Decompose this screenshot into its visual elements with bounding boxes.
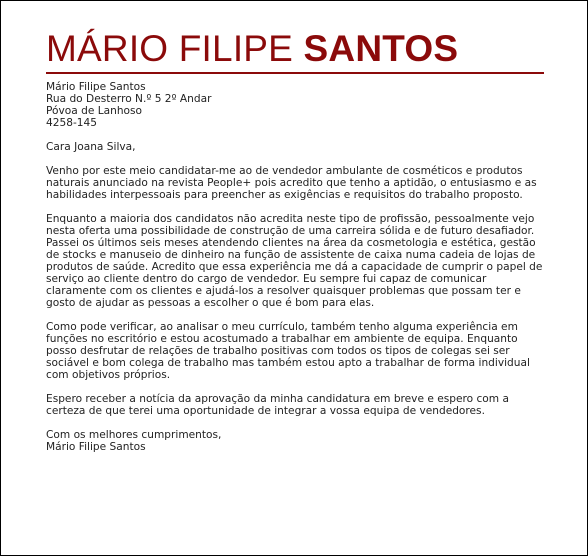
letter-header	[46, 27, 544, 74]
greeting: Cara Joana Silva,	[46, 141, 136, 153]
letter-body	[46, 81, 544, 453]
paragraph-4: Espero receber a notícia da aprovação da minha candidatura em breve e espero com a certeza de que terei uma oportunidade de integrar a vossa equipa de vendedores.	[46, 393, 509, 417]
closing: Com os melhores cumprimentos,	[46, 429, 222, 441]
paragraph-2: Enquanto a maioria dos candidatos não acredita neste tipo de profissão, pessoalmente vejo nesta oferta uma possibilidade de construção de uma carreira sólida e de futuro desafiador. Passei os últimos seis meses atendendo clientes na área da cosmetologia e estética, gestão de stocks e manuseio de dinheiro na função de assistente de caixa numa cadeia de lojas de produtos de saúde. Acredito que essa experiência me dá a capacidade de cumprir o papel de serviço ao cliente dentro do cargo de vendedor. Eu sempre fui capaz de comunicar claramente com os clientes e ajudá-los a resolver quaisquer problemas que possam ter e gosto de ajudar as pessoas a escolher o que é bom para elas.	[46, 213, 543, 309]
sender-street: Rua do Desterro N.º 5 2º Andar	[46, 93, 212, 105]
last-name: SANTOS	[303, 28, 459, 69]
signature: Mário Filipe Santos	[46, 441, 146, 453]
sender-name: Mário Filipe Santos	[46, 81, 146, 93]
sender-name-title	[46, 27, 544, 71]
sender-city: Póvoa de Lanhoso	[46, 105, 143, 117]
paragraph-3: Como pode verificar, ao analisar o meu currículo, também tenho alguma experiência em funções no escritório e estou acostumado a trabalhar em ambiente de equipa. Enquanto posso desfrutar de relações de trabalho positivas com todos os tipos de colegas sei ser sociável e bom colega de trabalho mas também estou apto a trabalhar de forma individual com objetivos próprios.	[46, 321, 530, 381]
first-name: MÁRIO FILIPE	[46, 28, 294, 69]
paragraph-1: Venho por este meio candidatar-me ao de vendedor ambulante de cosméticos e produtos naturais anunciado na revista People+ pois acredito que tenho a aptidão, o entusiasmo e as habilidades interpessoais para preencher as exigências e requisitos do trabalho proposto.	[46, 165, 537, 201]
sender-postal: 4258-145	[46, 117, 98, 129]
header-divider	[46, 72, 544, 74]
sender-address	[46, 81, 544, 129]
